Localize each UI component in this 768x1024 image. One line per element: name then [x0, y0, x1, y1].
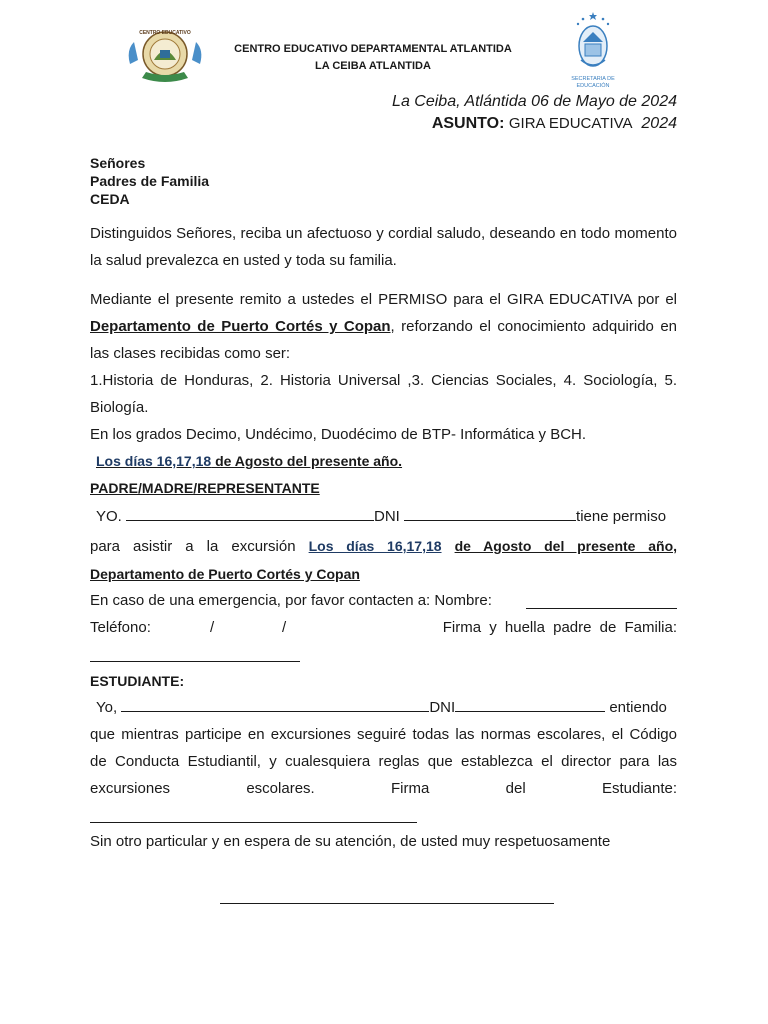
permiso-line-2 — [90, 318, 677, 335]
right-logo-text-2: EDUCACIÓN — [576, 83, 610, 89]
parent-yo-line — [96, 508, 666, 525]
student-line-4-c: Firma — [391, 780, 430, 797]
school-crest-logo — [124, 20, 206, 84]
date-line: La Ceiba, Atlántida 06 de Mayo de 2024 — [392, 93, 677, 110]
permiso-line-1: Mediante el presente remito a ustedes el PERMISO para el GIRA EDUCATIVA por el — [90, 291, 677, 308]
parent-yo-label: YO. — [96, 508, 122, 525]
institution-name: CENTRO EDUCATIVO DEPARTAMENTAL ATLANTIDA — [234, 43, 512, 55]
student-line-4-a: excursiones — [90, 780, 171, 797]
asunto-label: ASUNTO: — [431, 115, 505, 132]
telefono-slash-2[interactable]: / — [282, 619, 287, 636]
telefono-slash-1[interactable]: / — [210, 619, 215, 636]
excursion-prefix: para asistir a la excursión — [90, 538, 296, 555]
closing-line: Sin otro particular y en espera de su atención, de usted muy respetuosamente — [90, 833, 611, 850]
parent-excursion-line — [90, 538, 677, 555]
parent-name-blank[interactable] — [126, 508, 374, 521]
student-dni-blank[interactable] — [455, 699, 605, 712]
permiso-line-2-rest: , reforzando el conocimiento adquirido en — [390, 318, 678, 335]
recipient-line-2: Padres de Familia — [90, 173, 210, 189]
asunto-line — [432, 115, 677, 133]
subjects-line-1: 1.Historia de Honduras, 2. Historia Universal ,3. Ciencias Sociales, 4. Sociología, 5. — [90, 372, 677, 389]
left-logo-text: CENTRO EDUCATIVO — [139, 30, 191, 36]
department-name: Departamento de Puerto Cortés y Copan — [90, 318, 391, 335]
student-signature-blank[interactable] — [90, 822, 417, 823]
asunto-value: GIRA EDUCATIVA — [508, 115, 633, 132]
parent-section-title: PADRE/MADRE/REPRESENTANTE — [90, 480, 320, 496]
firma-padre-blank[interactable] — [90, 661, 300, 662]
parent-dni-label: DNI — [374, 508, 400, 525]
emergency-line: En caso de una emergencia, por favor contacten a: Nombre: — [90, 592, 492, 609]
parent-dni-blank[interactable] — [404, 508, 576, 521]
student-line-2: que mientras participe en excursiones seguiré todas las normas escolares, el Código — [90, 726, 677, 743]
recipient-line-3: CEDA — [90, 191, 130, 207]
student-line-4-d: del — [505, 780, 526, 797]
student-line-4-e: Estudiante: — [601, 780, 678, 797]
greeting-line-1: Distinguidos Señores, reciba un afectuoso y cordial saludo, deseando en todo momento — [90, 225, 677, 242]
recipient-line-1: Señores — [90, 155, 146, 171]
signature-line[interactable] — [220, 903, 554, 904]
asunto-year: 2024 — [641, 115, 677, 132]
student-yo-label: Yo, — [96, 699, 118, 716]
student-name-blank[interactable] — [121, 699, 429, 712]
permiso-line-3: las clases recibidas como ser: — [90, 345, 291, 362]
student-line-3: de Conducta Estudiantil, y cualesquiera reglas que establezca el director para las — [90, 753, 677, 770]
secretaria-educacion-logo — [566, 10, 620, 90]
excursion-dates-days: Los días 16,17,18 — [308, 538, 442, 554]
student-section-title: ESTUDIANTE: — [90, 673, 185, 689]
subjects-line-2: Biología. — [90, 399, 149, 416]
trip-dates-month: de Agosto del presente año. — [211, 453, 403, 469]
student-dni-label: DNI — [429, 699, 456, 716]
student-yo-line — [96, 699, 667, 716]
grades-line: En los grados Decimo, Undécimo, Duodécimo de BTP- Informática y BCH. — [90, 426, 587, 443]
greeting-line-2: la salud prevalezca en usted y toda su familia. — [90, 252, 397, 269]
excursion-dates-month: de Agosto del presente año, — [454, 538, 678, 554]
parent-department-line: Departamento de Puerto Cortés y Copan — [90, 566, 360, 582]
student-entiendo: entiendo — [609, 699, 667, 716]
right-logo-text-1: SECRETARIA DE — [571, 76, 615, 82]
trip-dates-days: Los días 16,17,18 — [96, 453, 212, 469]
telefono-label: Teléfono: — [90, 619, 151, 636]
student-line-4-b: escolares. — [246, 780, 315, 797]
student-line-4 — [90, 780, 677, 797]
institution-location: LA CEIBA ATLANTIDA — [315, 60, 431, 72]
firma-padre-label: Firma y huella padre de Familia: — [442, 619, 677, 636]
trip-dates-line — [96, 453, 402, 469]
emergency-name-blank[interactable] — [526, 608, 677, 609]
parent-tiene-label: tiene permiso — [576, 508, 667, 525]
